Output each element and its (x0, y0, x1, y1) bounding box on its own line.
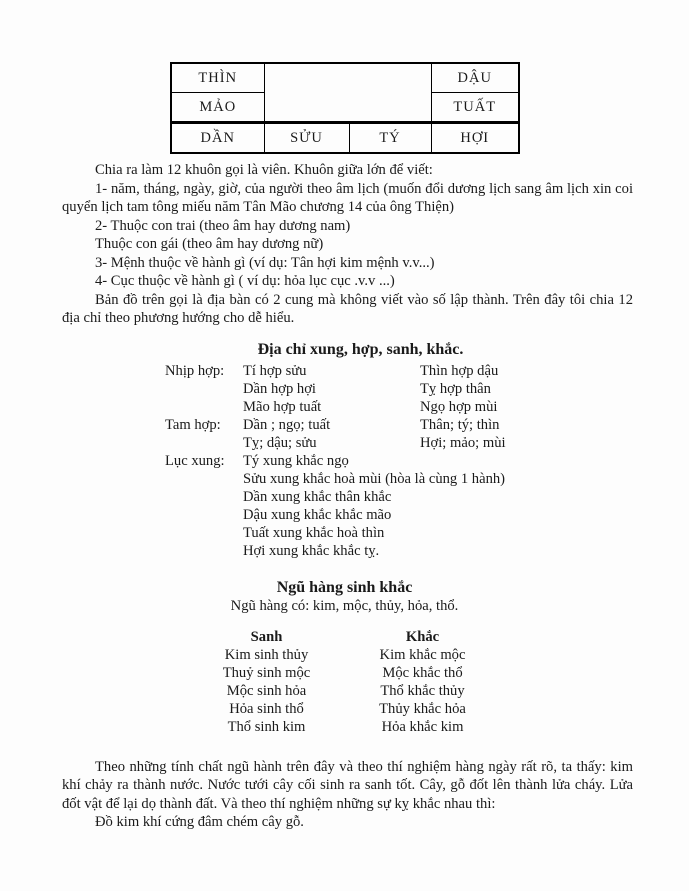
dia-chi-list (165, 362, 689, 560)
sanh-item: Mộc sinh hỏa (226, 682, 307, 699)
list-item (165, 416, 689, 434)
list-label: Lục xung: (165, 452, 225, 469)
khac-item: Kim khắc mộc (379, 646, 466, 663)
dia-chi-heading: Địa chỉ xung, hợp, sanh, khắc. (257, 340, 464, 358)
sanh-header: Sanh (250, 628, 283, 645)
list-item (165, 380, 689, 398)
khac-item: Hỏa khắc kim (381, 718, 464, 735)
zodiac-cell-mao: MẢO (171, 93, 264, 123)
zodiac-cell-dau: DẬU (431, 63, 519, 93)
intro-paragraphs (62, 161, 633, 328)
list-col1: Tuất xung khắc hoà thìn (243, 524, 385, 541)
paragraph: 2- Thuộc con trai (theo âm hay dương nam) (95, 217, 351, 234)
ngu-hanh-subtitle: Ngũ hàng có: kim, mộc, thủy, hỏa, thổ. (230, 597, 459, 614)
sanh-column (202, 628, 332, 736)
khac-item: Thủy khắc hỏa (379, 700, 466, 717)
zodiac-cell-suu: SỬU (264, 123, 349, 154)
list-item (165, 398, 689, 416)
list-item (165, 524, 689, 542)
sanh-khac-columns (0, 628, 689, 736)
list-item (165, 470, 689, 488)
list-col1: Dậu xung khắc khắc mão (243, 506, 392, 523)
paragraph: Bản đồ trên gọi là địa bàn có 2 cung mà không viết vào số lập thành. Trên đây tôi chia 12 địa chỉ theo phương hướng cho dễ hiểu. (62, 291, 633, 326)
zodiac-cell-dan: DẦN (171, 123, 264, 154)
list-col2: Thân; tý; thìn (420, 416, 500, 433)
zodiac-table (170, 62, 520, 154)
list-label (165, 434, 243, 452)
list-col2 (420, 452, 689, 470)
list-col2 (420, 542, 689, 560)
list-item (165, 506, 689, 524)
list-col2 (420, 506, 689, 524)
list-label (165, 470, 243, 488)
list-col1: Sửu xung khắc hoà mùi (hòa là cùng 1 hành) (243, 470, 506, 487)
paragraph: Chia ra làm 12 khuôn gọi là viên. Khuôn giữa lớn để viết: (95, 162, 433, 178)
list-label (165, 506, 243, 524)
list-item (165, 434, 689, 452)
khac-column (358, 628, 488, 736)
list-col1: Dần xung khắc thân khắc (243, 488, 392, 505)
zodiac-table-container (0, 0, 689, 154)
list-col1: Hợi xung khắc khắc tỵ. (243, 542, 380, 559)
zodiac-cell-thin: THÌN (171, 63, 264, 93)
paragraph: 3- Mệnh thuộc về hành gì (ví dụ: Tân hợi kim mệnh v.v...) (95, 254, 435, 271)
paragraph: 1- năm, tháng, ngày, giờ, của người theo âm lịch (muốn đổi dương lịch sang âm lịch xin coi quyển lịch tam tông miếu năm Tân Mão chương 14 của ông Thiện) (62, 180, 633, 215)
khac-item: Thổ khắc thủy (380, 682, 465, 699)
list-label (165, 488, 243, 506)
list-col1: Tý xung khắc ngọ (243, 452, 349, 469)
list-col2: Tỵ hợp thân (420, 380, 491, 397)
list-label (165, 542, 243, 560)
ngu-hanh-heading: Ngũ hàng sinh khắc (276, 578, 413, 596)
sanh-item: Kim sinh thủy (224, 646, 309, 663)
list-col1: Tí hợp sửu (243, 362, 307, 379)
list-col1: Tỵ; dậu; sửu (243, 434, 317, 451)
list-item (165, 362, 689, 380)
list-col2 (420, 488, 689, 506)
list-col1: Dần hợp hợi (243, 380, 316, 397)
list-label: Nhịp hợp: (165, 362, 225, 379)
paragraph: Theo những tính chất ngũ hành trên đây và theo thí nghiệm hàng ngày rất rõ, ta thấy: kim khí chảy ra thành nước. Nước tưới cây cối sinh ra sanh tốt. Cây, gỗ đốt lên thành lửa cháy. Lửa đốt vật để lại dọ thành đất. Và theo thí nghiệm những sự kỵ khắc nhau thì: (62, 758, 633, 812)
zodiac-cell-hoi: HỢI (431, 123, 519, 154)
list-col2: Ngọ hợp mùi (420, 398, 498, 415)
list-label (165, 398, 243, 416)
list-col2: Thìn hợp dậu (420, 362, 499, 379)
zodiac-center-cell (264, 63, 431, 123)
paragraph: 4- Cục thuộc về hành gì ( ví dụ: hỏa lục cục .v.v ...) (95, 273, 395, 289)
paragraph: Thuộc con gái (theo âm hay dương nữ) (95, 236, 324, 252)
paragraph: Đồ kim khí cứng đâm chém cây gỗ. (95, 814, 304, 830)
list-item (165, 542, 689, 560)
list-col1: Dần ; ngọ; tuất (243, 416, 331, 433)
list-label (165, 380, 243, 398)
khac-item: Mộc khắc thổ (382, 664, 463, 681)
khac-header: Khắc (405, 628, 440, 645)
zodiac-cell-ty: TÝ (349, 123, 431, 154)
list-item (165, 488, 689, 506)
list-col1: Mão hợp tuất (243, 398, 322, 415)
sanh-item: Thổ sinh kim (227, 718, 306, 735)
list-item (165, 452, 689, 470)
sanh-item: Thuỷ sinh mộc (222, 664, 311, 681)
list-col2: Hợi; mảo; mùi (420, 434, 506, 451)
list-label (165, 524, 243, 542)
list-col2 (420, 470, 689, 488)
zodiac-cell-tuat: TUẤT (431, 93, 519, 123)
sanh-item: Hỏa sinh thổ (229, 700, 304, 717)
list-col2 (420, 524, 689, 542)
list-label: Tam hợp: (165, 416, 221, 433)
closing-paragraphs (62, 758, 633, 832)
